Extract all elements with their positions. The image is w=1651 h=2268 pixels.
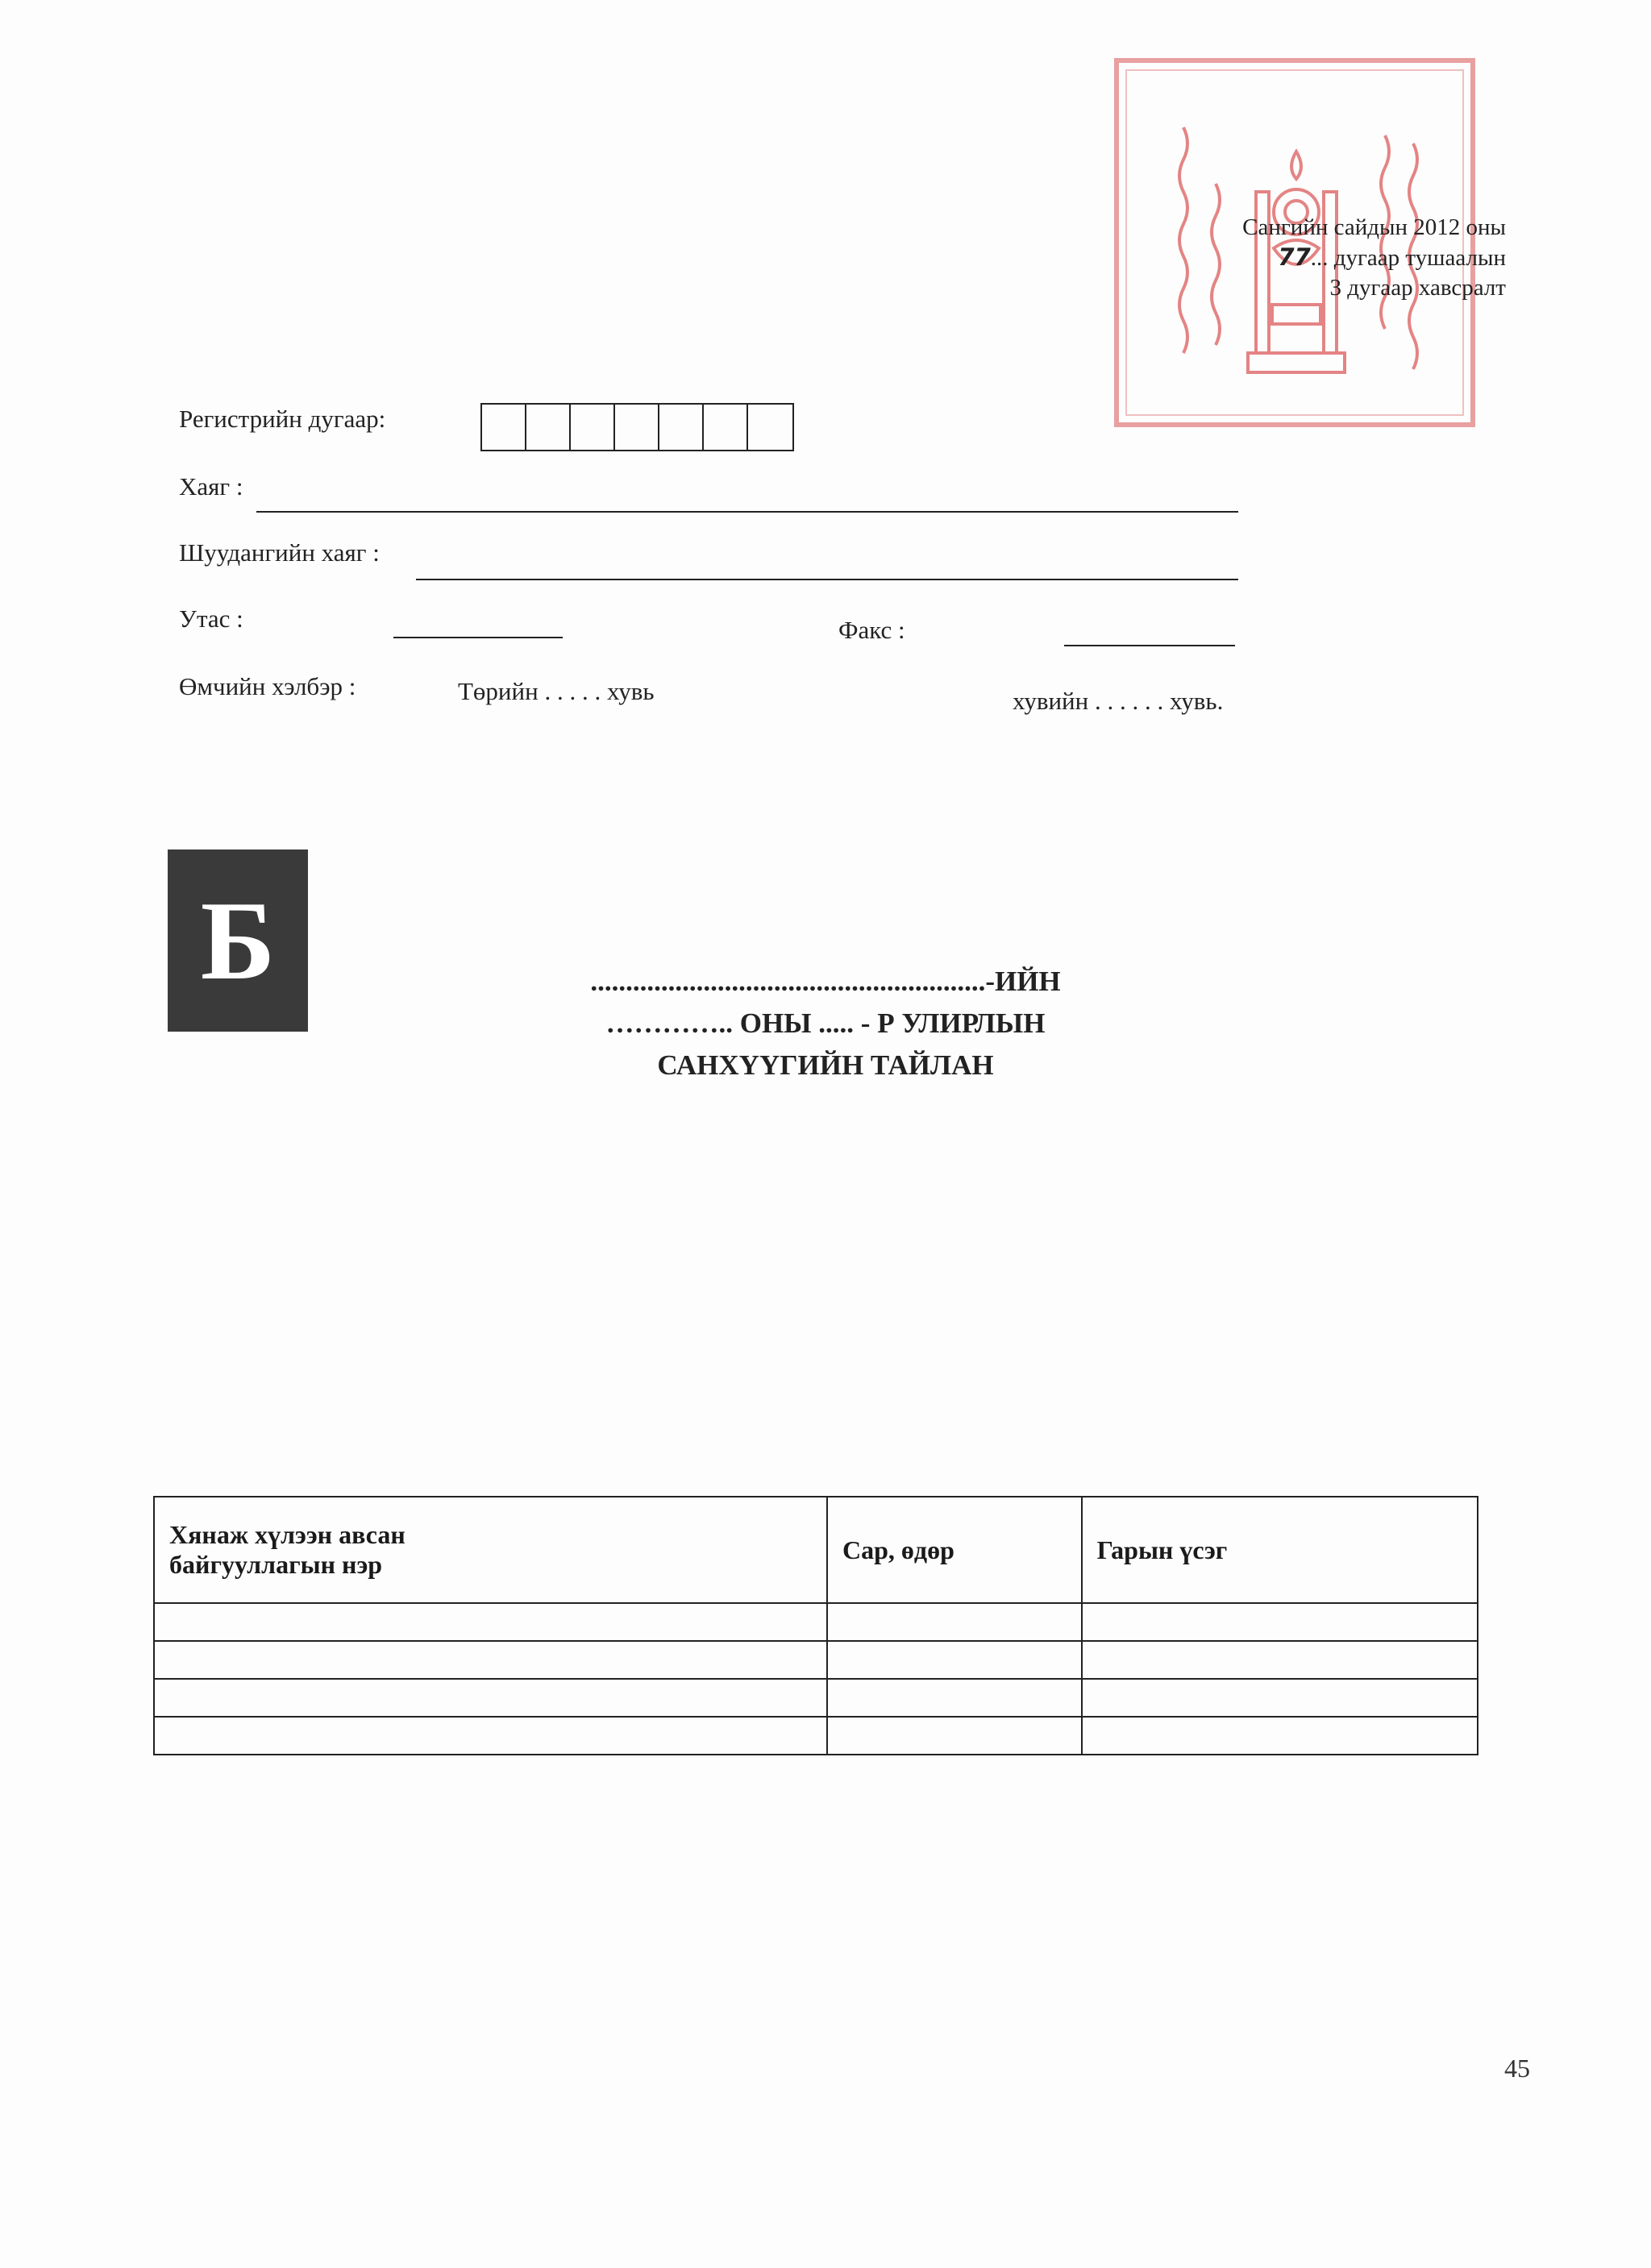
ownership-state: Төрийн . . . . . хувь [458, 677, 655, 705]
email-field-line[interactable] [416, 579, 1238, 580]
table-row [154, 1717, 1478, 1755]
registration-digit-box[interactable] [526, 405, 571, 450]
header-date: Сар, өдөр [827, 1497, 1082, 1603]
fax-label: Факс : [838, 616, 905, 644]
page-number: 45 [1504, 2054, 1530, 2083]
date-cell[interactable] [827, 1717, 1082, 1755]
registration-digit-box[interactable] [482, 405, 526, 450]
signature-cell[interactable] [1082, 1641, 1478, 1679]
date-cell[interactable] [827, 1679, 1082, 1717]
registration-digit-box[interactable] [704, 405, 748, 450]
organization-cell[interactable] [154, 1603, 827, 1641]
order-number: 77 [1278, 243, 1311, 271]
header-organization-line2: байгууллагын нэр [169, 1550, 383, 1579]
report-title-line3: САНХҮҮГИЙН ТАЙЛАН [657, 1049, 994, 1081]
annex-line3: 3 дугаар хавсралт [1329, 275, 1506, 301]
ownership-private: хувийн . . . . . . хувь. [1013, 687, 1224, 715]
header-organization [154, 1497, 827, 1603]
organization-cell[interactable] [154, 1641, 827, 1679]
annex-line2 [1242, 243, 1506, 273]
signature-cell[interactable] [1082, 1717, 1478, 1755]
phone-label: Утас : [179, 604, 243, 633]
email-label: Шуудангийн хаяг : [179, 538, 380, 567]
address-field-line[interactable] [256, 511, 1238, 513]
annex-line1: Сангийн сайдын 2012 оны [1242, 214, 1506, 240]
organization-cell[interactable] [154, 1679, 827, 1717]
registration-digit-box[interactable] [615, 405, 659, 450]
signature-cell[interactable] [1082, 1679, 1478, 1717]
report-title-line2: ………….. ОНЫ ..... - Р УЛИРЛЫН [605, 1007, 1046, 1039]
table-row [154, 1603, 1478, 1641]
registration-number-boxes[interactable] [480, 403, 794, 451]
registration-digit-box[interactable] [571, 405, 615, 450]
address-label: Хаяг : [179, 472, 243, 501]
header-signature: Гарын үсэг [1082, 1497, 1478, 1603]
date-cell[interactable] [827, 1641, 1082, 1679]
header-organization-line1: Хянаж хүлээн авсан [169, 1520, 405, 1549]
report-title-line1: ........................................................-ИЙН [590, 966, 1061, 997]
fax-field-line[interactable] [1064, 645, 1235, 646]
ownership-label: Өмчийн хэлбэр : [179, 672, 356, 700]
annex-note [1242, 213, 1506, 303]
signature-cell[interactable] [1082, 1603, 1478, 1641]
table-row [154, 1641, 1478, 1679]
phone-field-line[interactable] [393, 637, 563, 638]
annex-line2-suffix: ... дугаар тушаалын [1310, 245, 1506, 271]
section-letter-box: Б [168, 849, 308, 1032]
registration-label: Регистрийн дугаар: [179, 405, 386, 433]
registration-digit-box[interactable] [748, 405, 792, 450]
registration-digit-box[interactable] [659, 405, 704, 450]
review-signature-table [153, 1496, 1478, 1755]
table-row [154, 1679, 1478, 1717]
table-header-row [154, 1497, 1478, 1603]
date-cell[interactable] [827, 1603, 1082, 1641]
organization-cell[interactable] [154, 1717, 827, 1755]
